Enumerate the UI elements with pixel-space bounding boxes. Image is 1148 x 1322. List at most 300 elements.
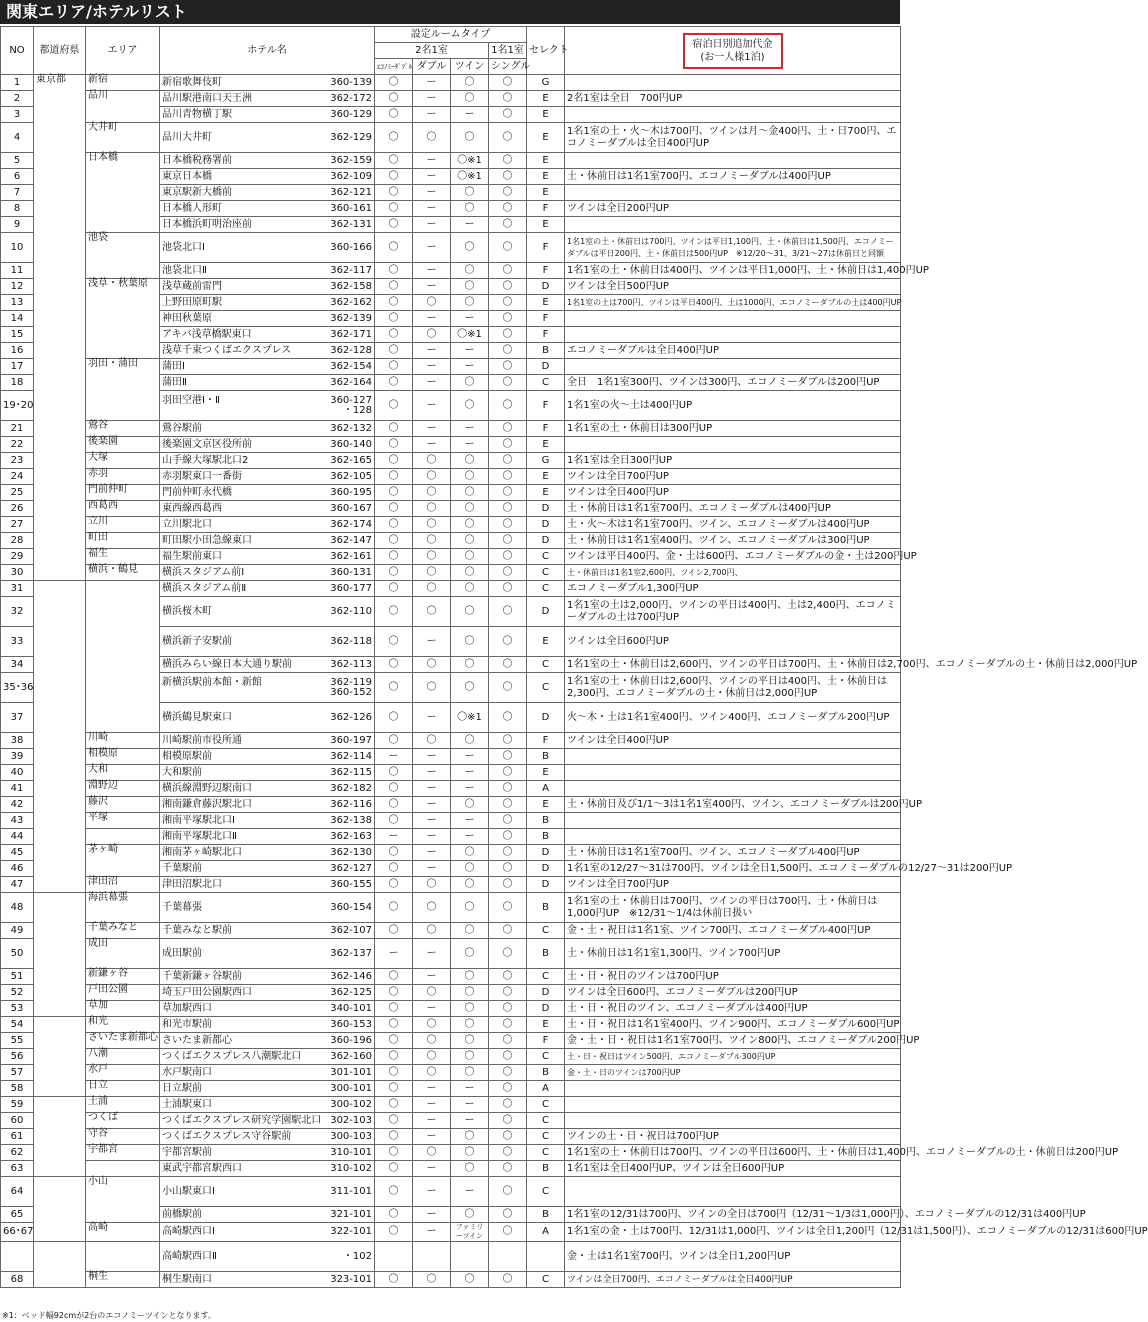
area-cell: 新鎌ヶ谷 bbox=[86, 969, 160, 985]
hotel-code: 300-101 bbox=[330, 1082, 372, 1094]
hotel-name: 池袋北口Ⅰ bbox=[162, 241, 205, 253]
select-grade: E bbox=[527, 123, 565, 153]
area-cell: 町田 bbox=[86, 533, 160, 549]
extra-charge-cell: 土・休前日は1名1室700円、エコノミーダブルは400円UP bbox=[565, 501, 901, 517]
area-cell: 桐生 bbox=[86, 1272, 160, 1288]
mark-double: ー bbox=[413, 1081, 451, 1097]
header-no: NO bbox=[1, 27, 34, 75]
mark-twin: 〇 bbox=[451, 733, 489, 749]
extra-charge-cell: 1名1室は全日400円UP、ツインは全日600円UP bbox=[565, 1161, 901, 1177]
hotel-code: 360-131 bbox=[330, 566, 372, 578]
table-row bbox=[1, 829, 901, 845]
row-number: 27 bbox=[1, 517, 34, 533]
mark-double: ー bbox=[413, 153, 451, 169]
extra-charge-cell: 金・土・日のツインは700円UP bbox=[565, 1065, 901, 1081]
select-grade: C bbox=[527, 1129, 565, 1145]
row-number: 13 bbox=[1, 295, 34, 311]
select-grade: E bbox=[527, 185, 565, 201]
area-cell: 日本橋 bbox=[86, 153, 160, 233]
hotel-table bbox=[0, 26, 1148, 1288]
hotel-cell bbox=[160, 311, 375, 327]
hotel-code: 300-103 bbox=[330, 1130, 372, 1142]
extra-charge-cell bbox=[565, 359, 901, 375]
mark-double: ー bbox=[413, 813, 451, 829]
mark-economy-double: 〇 bbox=[375, 263, 413, 279]
hotel-name: 赤羽駅東口一番街 bbox=[162, 470, 242, 482]
select-grade: A bbox=[527, 781, 565, 797]
mark-single: 〇 bbox=[489, 327, 527, 343]
area-cell: 大井町 bbox=[86, 123, 160, 153]
header-single-room: 1名1室 bbox=[489, 43, 527, 59]
mark-economy-double: 〇 bbox=[375, 1207, 413, 1223]
mark-twin: 〇 bbox=[451, 893, 489, 923]
extra-charge-cell: 1名1室の土・休前日は700円、ツインの平日は600円、土・休前日は1,400円、エコノミーダブルの土・休前日は200円UP bbox=[565, 1145, 901, 1161]
mark-twin: ー bbox=[451, 749, 489, 765]
mark-economy-double: 〇 bbox=[375, 1017, 413, 1033]
hotel-code: 362-137 bbox=[330, 947, 372, 959]
hotel-name: アキバ浅草橋駅東口 bbox=[162, 328, 252, 340]
table-row bbox=[1, 501, 901, 517]
mark-double: 〇 bbox=[413, 501, 451, 517]
mark-double: ー bbox=[413, 1097, 451, 1113]
mark-double: 〇 bbox=[413, 877, 451, 893]
hotel-name: 水戸駅南口 bbox=[162, 1066, 212, 1078]
hotel-name: 川崎駅前市役所通 bbox=[162, 734, 242, 746]
mark-single: 〇 bbox=[489, 1177, 527, 1207]
mark-twin: 〇 bbox=[451, 1129, 489, 1145]
extra-charge-cell: 土・火〜木は1名1室700円、ツイン、エコノミーダブルは400円UP bbox=[565, 517, 901, 533]
select-grade: C bbox=[527, 673, 565, 703]
area-cell: 水戸 bbox=[86, 1065, 160, 1081]
select-grade: G bbox=[527, 75, 565, 91]
mark-single: 〇 bbox=[489, 501, 527, 517]
row-number: 2 bbox=[1, 91, 34, 107]
prefecture-cell bbox=[34, 893, 86, 1017]
hotel-name: 千葉幕張 bbox=[162, 901, 202, 913]
prefecture-cell: 東京都 bbox=[34, 75, 86, 581]
hotel-cell bbox=[160, 733, 375, 749]
row-number: 10 bbox=[1, 233, 34, 263]
mark-twin: 〇 bbox=[451, 1065, 489, 1081]
mark-twin: 〇 bbox=[451, 201, 489, 217]
area-cell: 和光 bbox=[86, 1017, 160, 1033]
hotel-cell bbox=[160, 1223, 375, 1242]
mark-single: 〇 bbox=[489, 485, 527, 501]
mark-economy-double: ー bbox=[375, 939, 413, 969]
hotel-code: 362-172 bbox=[330, 92, 372, 104]
area-cell: 日立 bbox=[86, 1081, 160, 1097]
hotel-cell bbox=[160, 107, 375, 123]
table-row bbox=[1, 469, 901, 485]
hotel-cell bbox=[160, 343, 375, 359]
row-number: 22 bbox=[1, 437, 34, 453]
extra-charge-cell: ツインは全日700円、エコノミーダブルは全日400円UP bbox=[565, 1272, 901, 1288]
select-grade: F bbox=[527, 733, 565, 749]
mark-economy-double: 〇 bbox=[375, 1272, 413, 1288]
mark-twin: ー bbox=[451, 1081, 489, 1097]
mark-economy-double: 〇 bbox=[375, 893, 413, 923]
row-number: 53 bbox=[1, 1001, 34, 1017]
select-grade: C bbox=[527, 375, 565, 391]
mark-twin: 〇 bbox=[451, 923, 489, 939]
mark-economy-double: 〇 bbox=[375, 311, 413, 327]
mark-double: 〇 bbox=[413, 485, 451, 501]
hotel-code: 340-101 bbox=[330, 1002, 372, 1014]
hotel-cell bbox=[160, 1145, 375, 1161]
row-number: 44 bbox=[1, 829, 34, 845]
hotel-cell bbox=[160, 549, 375, 565]
mark-double: ー bbox=[413, 201, 451, 217]
mark-double: ー bbox=[413, 1177, 451, 1207]
mark-double: ー bbox=[413, 263, 451, 279]
mark-single: 〇 bbox=[489, 597, 527, 627]
select-grade: D bbox=[527, 597, 565, 627]
mark-double: 〇 bbox=[413, 453, 451, 469]
hotel-code: 300-102 bbox=[330, 1098, 372, 1110]
hotel-cell bbox=[160, 201, 375, 217]
hotel-cell bbox=[160, 1065, 375, 1081]
mark-single: 〇 bbox=[489, 923, 527, 939]
mark-single: 〇 bbox=[489, 1129, 527, 1145]
extra-charge-cell: ツインの土・日・祝日は700円UP bbox=[565, 1129, 901, 1145]
extra-charge-cell: 土・休前日は1名1室700円、ツイン、エコノミーダブル400円UP bbox=[565, 845, 901, 861]
hotel-code: 360-139 bbox=[330, 76, 372, 88]
mark-single: 〇 bbox=[489, 1065, 527, 1081]
hotel-code: 362-113 bbox=[330, 658, 372, 670]
extra-charge-cell: 1名1室の12/31は700円、ツインの全日は700円（12/31〜1/3は1,000円）、エコノミーダブルの12/31は400円UP bbox=[565, 1207, 901, 1223]
hotel-cell bbox=[160, 185, 375, 201]
mark-double: 〇 bbox=[413, 1049, 451, 1065]
hotel-cell bbox=[160, 673, 375, 703]
extra-charge-cell: 金・土・日・祝日は1名1室700円、ツイン800円、エコノミーダブル200円UP bbox=[565, 1033, 901, 1049]
extra-charge-cell: 土・休前日は1名1室1,300円、ツイン700円UP bbox=[565, 939, 901, 969]
hotel-name: 日本橋浜町明治座前 bbox=[162, 218, 252, 230]
hotel-cell bbox=[160, 765, 375, 781]
hotel-table-body bbox=[1, 74, 1148, 1288]
mark-twin: ファミリーツイン bbox=[451, 1223, 489, 1242]
mark-single: 〇 bbox=[489, 1113, 527, 1129]
area-cell bbox=[86, 1161, 160, 1177]
extra-charge-title: 宿泊日別追加代金 bbox=[692, 38, 773, 50]
mark-economy-double: 〇 bbox=[375, 1129, 413, 1145]
hotel-name: 品川駅港南口天王洲 bbox=[162, 92, 252, 104]
table-row bbox=[1, 359, 901, 375]
mark-single: 〇 bbox=[489, 391, 527, 421]
mark-twin: 〇 bbox=[451, 1207, 489, 1223]
mark-single: 〇 bbox=[489, 279, 527, 295]
hotel-code: 362-114 bbox=[330, 750, 372, 762]
hotel-name: 埼玉戸田公園駅西口 bbox=[162, 986, 252, 998]
select-grade: D bbox=[527, 845, 565, 861]
mark-double: 〇 bbox=[413, 533, 451, 549]
hotel-name: さいたま新都心 bbox=[162, 1034, 232, 1046]
hotel-name: 前橋駅前 bbox=[162, 1208, 202, 1220]
mark-economy-double: 〇 bbox=[375, 1033, 413, 1049]
row-number: 42 bbox=[1, 797, 34, 813]
mark-double: ー bbox=[413, 169, 451, 185]
hotel-name: 横浜みらい線日本大通り駅前 bbox=[162, 658, 292, 670]
mark-single: 〇 bbox=[489, 263, 527, 279]
mark-twin: 〇 bbox=[451, 657, 489, 673]
mark-twin: 〇 bbox=[451, 969, 489, 985]
area-cell: 新宿 bbox=[86, 75, 160, 91]
mark-single: 〇 bbox=[489, 153, 527, 169]
row-number: 58 bbox=[1, 1081, 34, 1097]
hotel-name: 蒲田Ⅰ bbox=[162, 360, 185, 372]
hotel-code: 362-107 bbox=[330, 924, 372, 936]
row-number: 31 bbox=[1, 581, 34, 597]
mark-economy-double: 〇 bbox=[375, 343, 413, 359]
hotel-name: 宇都宮駅前 bbox=[162, 1146, 212, 1158]
hotel-code: 360-161 bbox=[330, 202, 372, 214]
mark-single: 〇 bbox=[489, 939, 527, 969]
header-double: ダブル bbox=[413, 59, 451, 75]
mark-economy-double: 〇 bbox=[375, 533, 413, 549]
hotel-code: 302-103 bbox=[330, 1114, 372, 1126]
table-row bbox=[1, 1145, 901, 1161]
mark-economy-double: 〇 bbox=[375, 813, 413, 829]
row-number: 3 bbox=[1, 107, 34, 123]
mark-double: ー bbox=[413, 107, 451, 123]
row-number: 40 bbox=[1, 765, 34, 781]
mark-twin: ー bbox=[451, 421, 489, 437]
hotel-code: 362-130 bbox=[330, 846, 372, 858]
select-grade: E bbox=[527, 153, 565, 169]
mark-twin: 〇 bbox=[451, 597, 489, 627]
mark-economy-double: 〇 bbox=[375, 359, 413, 375]
mark-economy-double: 〇 bbox=[375, 233, 413, 263]
mark-economy-double: ー bbox=[375, 829, 413, 845]
select-grade: F bbox=[527, 201, 565, 217]
mark-double: ー bbox=[413, 359, 451, 375]
hotel-name: 後楽園文京区役所前 bbox=[162, 438, 252, 450]
mark-economy-double: 〇 bbox=[375, 421, 413, 437]
hotel-code: 362-146 bbox=[330, 970, 372, 982]
hotel-code: 360-153 bbox=[330, 1018, 372, 1030]
hotel-name: 横浜新子安駅前 bbox=[162, 635, 232, 647]
mark-single: 〇 bbox=[489, 1097, 527, 1113]
hotel-cell bbox=[160, 469, 375, 485]
header-double-room: 2名1室 bbox=[375, 43, 489, 59]
row-number: 18 bbox=[1, 375, 34, 391]
row-number: 7 bbox=[1, 185, 34, 201]
extra-charge-box bbox=[683, 33, 783, 69]
mark-single: 〇 bbox=[489, 1207, 527, 1223]
mark-double: 〇 bbox=[413, 673, 451, 703]
hotel-code: 360-140 bbox=[330, 438, 372, 450]
hotel-code: 360-196 bbox=[330, 1034, 372, 1046]
row-number: 57 bbox=[1, 1065, 34, 1081]
area-cell: 立川 bbox=[86, 517, 160, 533]
extra-charge-cell: 1名1室の土・休前日は300円UP bbox=[565, 421, 901, 437]
hotel-cell bbox=[160, 437, 375, 453]
extra-charge-cell: エコノミーダブル1,300円UP bbox=[565, 581, 901, 597]
mark-twin: 〇 bbox=[451, 391, 489, 421]
mark-twin bbox=[451, 1242, 489, 1272]
area-cell: 横浜・鶴見 bbox=[86, 565, 160, 581]
extra-charge-cell: 土・日・祝日のツインは700円UP bbox=[565, 969, 901, 985]
hotel-name: 品川青物横丁駅 bbox=[162, 108, 232, 120]
table-row bbox=[1, 279, 901, 295]
hotel-cell bbox=[160, 1272, 375, 1288]
mark-economy-double: 〇 bbox=[375, 781, 413, 797]
mark-single: 〇 bbox=[489, 565, 527, 581]
table-row bbox=[1, 923, 901, 939]
extra-charge-cell: 1名1室の土・休前日は700円、ツインは平日1,100円、土・休前日は1,500円、エコノミーダブルは平日200円、土・休前日は500円UP ※12/20〜31、3/21〜27は休前日と同額 bbox=[565, 233, 901, 263]
hotel-name: 高崎駅西口Ⅰ bbox=[162, 1226, 215, 1237]
row-number: 48 bbox=[1, 893, 34, 923]
row-number: 50 bbox=[1, 939, 34, 969]
mark-double: ー bbox=[413, 765, 451, 781]
mark-single: 〇 bbox=[489, 359, 527, 375]
hotel-cell bbox=[160, 533, 375, 549]
mark-twin: 〇 bbox=[451, 295, 489, 311]
hotel-cell bbox=[160, 153, 375, 169]
mark-double: ー bbox=[413, 703, 451, 733]
extra-charge-cell: ツインは平日400円、金・土は600円、エコノミーダブルの金・土は200円UP bbox=[565, 549, 901, 565]
row-number: 26 bbox=[1, 501, 34, 517]
mark-twin: ー bbox=[451, 359, 489, 375]
hotel-name: 小山駅東口Ⅰ bbox=[162, 1185, 215, 1197]
hotel-name: 蒲田Ⅱ bbox=[162, 376, 187, 388]
select-grade: E bbox=[527, 107, 565, 123]
table-row bbox=[1, 1081, 901, 1097]
hotel-code: 362-161 bbox=[330, 550, 372, 562]
mark-twin: 〇 bbox=[451, 75, 489, 91]
area-cell: 羽田・蒲田 bbox=[86, 359, 160, 421]
row-number: 56 bbox=[1, 1049, 34, 1065]
table-row bbox=[1, 845, 901, 861]
hotel-name: 新横浜駅前本館・新館 bbox=[162, 676, 262, 688]
mark-twin: 〇 bbox=[451, 1272, 489, 1288]
select-grade: F bbox=[527, 263, 565, 279]
hotel-code: 362-138 bbox=[330, 814, 372, 826]
table-row bbox=[1, 1097, 901, 1113]
hotel-name: 桐生駅南口 bbox=[162, 1273, 212, 1285]
mark-double: ー bbox=[413, 781, 451, 797]
extra-charge-cell: 土・休前日は1名1室700円、エコノミーダブルは400円UP bbox=[565, 169, 901, 185]
mark-single: 〇 bbox=[489, 861, 527, 877]
area-cell bbox=[86, 829, 160, 845]
mark-economy-double: 〇 bbox=[375, 765, 413, 781]
select-grade: D bbox=[527, 533, 565, 549]
row-number: 25 bbox=[1, 485, 34, 501]
mark-economy-double: 〇 bbox=[375, 437, 413, 453]
hotel-cell bbox=[160, 781, 375, 797]
table-row bbox=[1, 877, 901, 893]
row-number: 41 bbox=[1, 781, 34, 797]
table-row bbox=[1, 797, 901, 813]
hotel-code: 360-166 bbox=[330, 241, 372, 253]
mark-single: 〇 bbox=[489, 453, 527, 469]
hotel-code: 321-101 bbox=[330, 1208, 372, 1220]
hotel-cell bbox=[160, 1242, 375, 1272]
mark-economy-double: 〇 bbox=[375, 279, 413, 295]
mark-economy-double: 〇 bbox=[375, 877, 413, 893]
mark-twin: ー bbox=[451, 1113, 489, 1129]
hotel-cell bbox=[160, 295, 375, 311]
hotel-cell bbox=[160, 233, 375, 263]
extra-charge-cell: 1名1室の土は2,000円、ツインの平日は400円、土は2,400円、エコノミーダブルの土は700円UP bbox=[565, 597, 901, 627]
row-number: 33 bbox=[1, 627, 34, 657]
hotel-cell bbox=[160, 91, 375, 107]
header-area: エリア bbox=[86, 27, 160, 75]
mark-double: ー bbox=[413, 627, 451, 657]
hotel-code: 360-127 ・128 bbox=[330, 394, 372, 416]
mark-economy-double: 〇 bbox=[375, 733, 413, 749]
mark-twin: 〇 bbox=[451, 1049, 489, 1065]
hotel-cell bbox=[160, 485, 375, 501]
area-cell: 浅草・秋葉原 bbox=[86, 279, 160, 359]
mark-single: 〇 bbox=[489, 581, 527, 597]
area-cell: 川崎 bbox=[86, 733, 160, 749]
mark-single: 〇 bbox=[489, 1049, 527, 1065]
hotel-code: 360-155 bbox=[330, 878, 372, 890]
hotel-code: 323-101 bbox=[330, 1273, 372, 1285]
mark-double: 〇 bbox=[413, 893, 451, 923]
mark-twin: 〇 bbox=[451, 1001, 489, 1017]
hotel-code: 322-101 bbox=[330, 1226, 372, 1237]
hotel-cell bbox=[160, 829, 375, 845]
mark-twin: 〇 bbox=[451, 501, 489, 517]
mark-single: 〇 bbox=[489, 733, 527, 749]
area-cell: 池袋 bbox=[86, 233, 160, 279]
select-grade: D bbox=[527, 877, 565, 893]
table-row bbox=[1, 75, 901, 91]
hotel-name: 横浜スタジアム前Ⅰ bbox=[162, 566, 245, 578]
hotel-cell bbox=[160, 703, 375, 733]
select-grade bbox=[527, 1242, 565, 1272]
select-grade: F bbox=[527, 1033, 565, 1049]
row-number: 39 bbox=[1, 749, 34, 765]
extra-charge-subtitle: (お一人様1泊) bbox=[700, 51, 765, 63]
hotel-name: 新宿歌舞伎町 bbox=[162, 76, 222, 88]
hotel-name: 浅草蔵前雷門 bbox=[162, 280, 222, 292]
select-grade: B bbox=[527, 893, 565, 923]
mark-double: 〇 bbox=[413, 123, 451, 153]
area-cell: 福生 bbox=[86, 549, 160, 565]
hotel-cell bbox=[160, 517, 375, 533]
row-number bbox=[1, 1242, 34, 1272]
mark-single: 〇 bbox=[489, 703, 527, 733]
mark-twin: 〇 bbox=[451, 185, 489, 201]
hotel-code: 360-197 bbox=[330, 734, 372, 746]
mark-economy-double: 〇 bbox=[375, 217, 413, 233]
hotel-code: 362-139 bbox=[330, 312, 372, 324]
row-number: 23 bbox=[1, 453, 34, 469]
hotel-name: 日本橋人形町 bbox=[162, 202, 222, 214]
row-number: 66･67 bbox=[1, 1223, 34, 1242]
mark-economy-double: 〇 bbox=[375, 565, 413, 581]
row-number: 6 bbox=[1, 169, 34, 185]
mark-single: 〇 bbox=[489, 311, 527, 327]
mark-double: ー bbox=[413, 185, 451, 201]
mark-single bbox=[489, 1242, 527, 1272]
hotel-code: ・102 bbox=[342, 1250, 372, 1262]
extra-charge-cell bbox=[565, 311, 901, 327]
hotel-name: 横浜スタジアム前Ⅱ bbox=[162, 582, 247, 594]
select-grade: E bbox=[527, 797, 565, 813]
select-grade: F bbox=[527, 311, 565, 327]
extra-charge-cell: 1名1室の土・休前日は400円、ツインは平日1,000円、土・休前日は1,400円UP bbox=[565, 263, 901, 279]
select-grade: C bbox=[527, 549, 565, 565]
table-row bbox=[1, 1223, 901, 1242]
mark-single: 〇 bbox=[489, 813, 527, 829]
mark-double: 〇 bbox=[413, 565, 451, 581]
area-cell: 淵野辺 bbox=[86, 781, 160, 797]
table-row bbox=[1, 1065, 901, 1081]
mark-single: 〇 bbox=[489, 343, 527, 359]
